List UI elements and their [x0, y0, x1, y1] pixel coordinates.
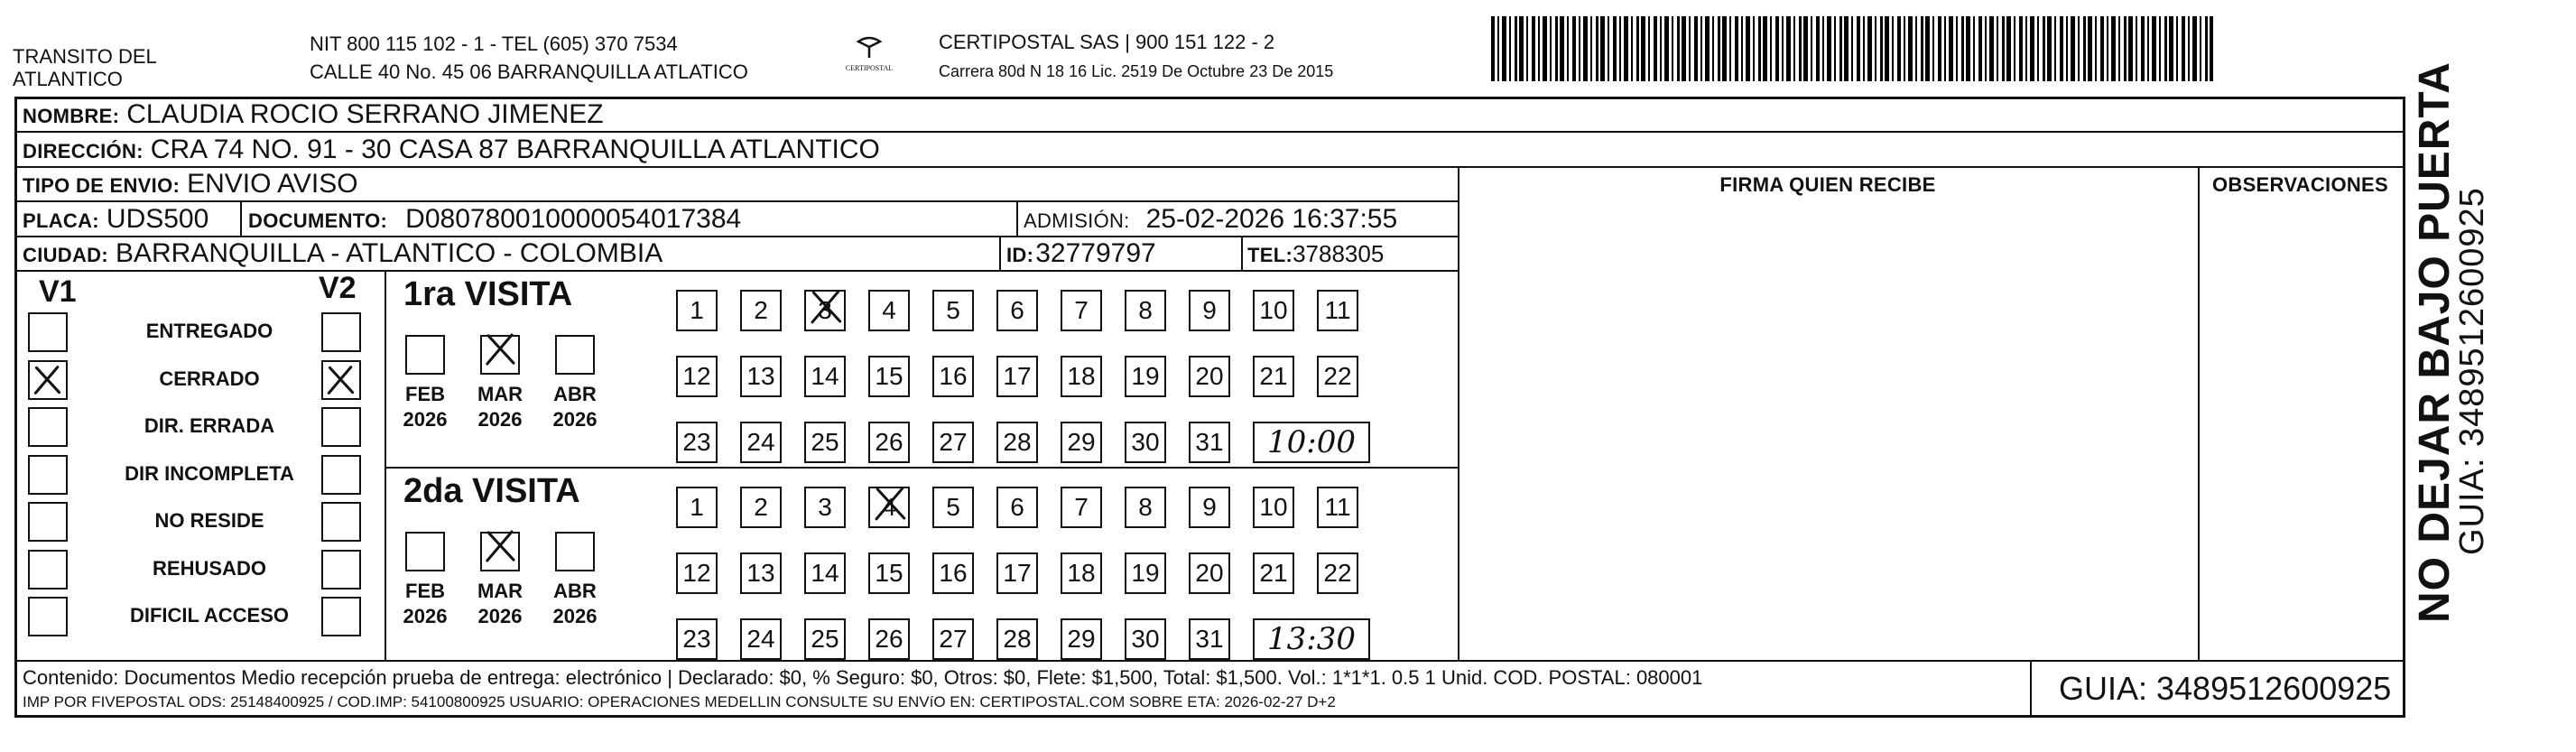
month-checkbox[interactable]: [555, 335, 595, 375]
month-name: ABR: [553, 580, 597, 602]
day-box[interactable]: [1061, 618, 1102, 660]
status-v1-checkbox[interactable]: [28, 550, 68, 590]
day-number: 17: [1003, 362, 1032, 390]
firma-header: FIRMA QUIEN RECIBE: [1719, 173, 1936, 196]
observaciones-header: OBSERVACIONES: [2211, 173, 2388, 196]
day-number: 26: [875, 428, 903, 456]
day-box[interactable]: [996, 422, 1038, 463]
day-box[interactable]: [996, 290, 1038, 331]
status-v1-checkbox[interactable]: [28, 597, 68, 636]
day-box[interactable]: [1125, 290, 1166, 331]
day-number: 15: [875, 559, 903, 587]
day-box[interactable]: [1125, 618, 1166, 660]
tipo-envio-field: [23, 169, 358, 200]
day-box[interactable]: [804, 422, 846, 463]
day-box[interactable]: [932, 290, 974, 331]
visit-title: 1ra VISITA: [403, 275, 573, 313]
month-name: FEB: [405, 580, 445, 602]
placa-field: [23, 204, 208, 235]
day-number: 12: [682, 559, 711, 587]
day-number: 24: [746, 625, 775, 653]
month-label: [548, 382, 602, 432]
day-box[interactable]: [1125, 552, 1166, 594]
day-number: 9: [1202, 296, 1217, 324]
day-box[interactable]: [996, 487, 1038, 528]
tel-label: TEL:: [1247, 244, 1293, 266]
month-name: FEB: [405, 383, 445, 405]
day-box[interactable]: [868, 290, 910, 331]
day-box[interactable]: [676, 552, 718, 594]
day-box[interactable]: [1317, 290, 1358, 331]
status-v2-checkbox[interactable]: [321, 312, 361, 352]
day-box[interactable]: [932, 422, 974, 463]
v2-header: V2: [319, 271, 357, 305]
month-label: [548, 579, 602, 629]
day-number: 5: [946, 493, 960, 521]
status-v2-checkbox[interactable]: [321, 597, 361, 636]
v1-header: V1: [39, 274, 77, 309]
license-line: Carrera 80d N 18 16 Lic. 2519 De Octubre 23 De 2015: [939, 62, 1334, 80]
day-box[interactable]: [1253, 552, 1294, 594]
day-box[interactable]: [1061, 290, 1102, 331]
month-checkbox[interactable]: [405, 532, 445, 571]
day-box[interactable]: [1189, 290, 1230, 331]
logo-caption: CERTIPOSTAL: [845, 64, 894, 72]
check-mark-icon: [483, 331, 519, 367]
day-box[interactable]: [676, 487, 718, 528]
day-box[interactable]: [868, 552, 910, 594]
day-number: 10: [1259, 493, 1288, 521]
month-year: 2026: [552, 408, 598, 431]
month-checkbox[interactable]: [480, 335, 520, 375]
day-number: 30: [1131, 428, 1160, 456]
day-number: 25: [811, 625, 839, 653]
tel-value: 3788305: [1293, 240, 1385, 267]
company-logo: [838, 34, 901, 72]
address-line: CALLE 40 No. 45 06 BARRANQUILLA ATLATICO: [310, 60, 748, 83]
day-box[interactable]: [1253, 487, 1294, 528]
day-box[interactable]: [740, 487, 782, 528]
day-number: 28: [1003, 625, 1032, 653]
day-number: 5: [946, 296, 960, 324]
day-number: 2: [754, 296, 768, 324]
month-year: 2026: [477, 605, 523, 627]
day-number: 17: [1003, 559, 1032, 587]
admision-field: [1024, 204, 1397, 235]
side-warning: NO DEJAR BAJO PUERTA: [2411, 61, 2459, 623]
day-box[interactable]: [1125, 356, 1166, 397]
day-box[interactable]: [804, 618, 846, 660]
status-v2-checkbox[interactable]: [321, 502, 361, 542]
day-box[interactable]: [804, 552, 846, 594]
day-number: 27: [939, 625, 968, 653]
tipo-envio-value: ENVIO AVISO: [187, 169, 358, 199]
ciudad-value: BARRANQUILLA - ATLANTICO - COLOMBIA: [115, 238, 663, 268]
day-box[interactable]: [1125, 487, 1166, 528]
day-box[interactable]: [740, 422, 782, 463]
day-number: 26: [875, 625, 903, 653]
status-v2-checkbox[interactable]: [321, 407, 361, 447]
day-number: 4: [882, 296, 896, 324]
day-number: 29: [1067, 625, 1096, 653]
month-checkbox[interactable]: [555, 532, 595, 571]
check-mark-icon: [808, 288, 846, 326]
direccion-field: [23, 135, 880, 165]
status-label: ENTREGADO: [145, 320, 273, 342]
month-label: [473, 382, 527, 432]
day-box[interactable]: [868, 487, 910, 528]
day-box[interactable]: [1061, 422, 1102, 463]
admision-label: ADMISIÓN:: [1024, 209, 1130, 232]
day-number: 25: [811, 428, 839, 456]
admision-value: 25-02-2026 16:37:55: [1145, 204, 1398, 234]
day-box[interactable]: [868, 422, 910, 463]
day-number: 14: [811, 362, 839, 390]
tel-field: [1247, 240, 1384, 268]
day-number: 30: [1131, 625, 1160, 653]
day-number: 4: [882, 493, 896, 521]
day-box[interactable]: [676, 422, 718, 463]
visit-title: 2da VISITA: [403, 472, 580, 510]
month-name: ABR: [553, 383, 597, 405]
day-box[interactable]: [1189, 487, 1230, 528]
logo-icon: [851, 34, 887, 61]
company-info: [939, 31, 1333, 81]
day-number: 20: [1195, 362, 1224, 390]
id-field: [1006, 238, 1156, 269]
day-box[interactable]: [676, 356, 718, 397]
day-box[interactable]: [740, 290, 782, 331]
day-number: 21: [1259, 362, 1288, 390]
month-label: [398, 579, 452, 629]
month-year: 2026: [477, 408, 523, 431]
day-box[interactable]: [1189, 422, 1230, 463]
day-number: 11: [1324, 493, 1351, 521]
month-year: 2026: [552, 605, 598, 627]
status-v1-checkbox[interactable]: [28, 312, 68, 352]
status-label: DIFICIL ACCESO: [129, 604, 289, 627]
day-box[interactable]: [996, 552, 1038, 594]
day-number: 9: [1202, 493, 1217, 521]
day-number: 3: [818, 493, 832, 521]
status-label: NO RESIDE: [154, 509, 264, 532]
org-line1: TRANSITO DEL: [13, 45, 157, 68]
day-box[interactable]: [676, 618, 718, 660]
day-box[interactable]: [932, 552, 974, 594]
month-name: MAR: [477, 383, 524, 405]
day-box[interactable]: [1189, 356, 1230, 397]
day-box[interactable]: [1253, 356, 1294, 397]
day-box[interactable]: [932, 487, 974, 528]
month-label: [473, 579, 527, 629]
check-mark-icon: [32, 364, 64, 396]
footer-imp-line: IMP POR FIVEPOSTAL ODS: 25148400925 / COD.IMP: 54100800925 USUARIO: OPERACIONES MEDELLIN CONSULTE SU ENVíO EN: CERTIPOSTAL.COM SOBRE ETA: 2026-02-27 D+2: [23, 693, 1336, 710]
org-line2: ATLANTICO: [13, 68, 123, 90]
day-number: 15: [875, 362, 903, 390]
guide-form: [14, 97, 2405, 718]
tipo-envio-label: TIPO DE ENVIO:: [23, 174, 181, 197]
month-year: 2026: [403, 408, 448, 431]
barcode: [1491, 16, 2213, 81]
month-name: MAR: [477, 580, 524, 602]
check-mark-icon: [325, 364, 357, 396]
day-number: 31: [1195, 625, 1224, 653]
id-value: 32779797: [1035, 238, 1156, 268]
status-v1-checkbox[interactable]: [28, 360, 68, 400]
status-v1-checkbox[interactable]: [28, 455, 68, 495]
day-number: 24: [746, 428, 775, 456]
status-v2-checkbox[interactable]: [321, 550, 361, 590]
placa-label: PLACA:: [23, 209, 99, 232]
footer-content-line: Contenido: Documentos Medio recepción prueba de entrega: electrónico | Declarado: $0, % Seguro: $0, Otros: $0, Flete: $1,500, Total: $1,500. Vol.: 1*1*1. 0.5 1 Unid. COD. POSTAL: 080001: [23, 666, 1703, 689]
day-number: 2: [754, 493, 768, 521]
day-box[interactable]: [1317, 487, 1358, 528]
day-number: 10: [1259, 296, 1288, 324]
day-number: 18: [1067, 559, 1096, 587]
day-number: 3: [818, 296, 832, 324]
day-number: 7: [1074, 493, 1089, 521]
day-number: 28: [1003, 428, 1032, 456]
month-checkbox[interactable]: [405, 335, 445, 375]
day-number: 16: [939, 362, 968, 390]
day-number: 29: [1067, 428, 1096, 456]
day-number: 27: [939, 428, 968, 456]
check-mark-icon: [872, 485, 910, 523]
check-mark-icon: [483, 528, 519, 564]
handwritten-time: 13:30: [1253, 618, 1370, 660]
day-number: 13: [746, 559, 775, 587]
day-box[interactable]: [804, 290, 846, 331]
day-number: 13: [746, 362, 775, 390]
day-number: 23: [682, 625, 711, 653]
status-v2-checkbox[interactable]: [321, 360, 361, 400]
day-number: 19: [1131, 559, 1160, 587]
side-guia: GUIA: 3489512600925: [2453, 187, 2491, 555]
handwritten-time: 10:00: [1253, 422, 1370, 463]
documento-value: D080780010000054017384: [405, 204, 742, 234]
status-v1-checkbox[interactable]: [28, 502, 68, 542]
status-v2-checkbox[interactable]: [321, 455, 361, 495]
nombre-field: [23, 99, 604, 130]
day-number: 1: [690, 296, 704, 324]
day-box[interactable]: [932, 618, 974, 660]
day-box[interactable]: [996, 618, 1038, 660]
day-box[interactable]: [1253, 290, 1294, 331]
day-box[interactable]: [932, 356, 974, 397]
day-box[interactable]: [1061, 552, 1102, 594]
day-number: 6: [1010, 296, 1024, 324]
day-box[interactable]: [804, 356, 846, 397]
guia-number: GUIA: 3489512600925: [2059, 670, 2392, 707]
day-number: 22: [1323, 559, 1352, 587]
direccion-label: DIRECCIÓN:: [23, 140, 144, 162]
day-number: 8: [1138, 493, 1153, 521]
day-number: 6: [1010, 493, 1024, 521]
day-number: 19: [1131, 362, 1160, 390]
status-v1-checkbox[interactable]: [28, 407, 68, 447]
day-number: 7: [1074, 296, 1089, 324]
day-number: 1: [690, 493, 704, 521]
day-number: 18: [1067, 362, 1096, 390]
day-box[interactable]: [996, 356, 1038, 397]
nit-line: NIT 800 115 102 - 1 - TEL (605) 370 7534: [310, 32, 678, 55]
direccion-value: CRA 74 NO. 91 - 30 CASA 87 BARRANQUILLA ATLANTICO: [150, 135, 880, 164]
header-contact: [310, 32, 748, 83]
day-box[interactable]: [1125, 422, 1166, 463]
documento-label: DOCUMENTO:: [248, 209, 388, 232]
day-number: 20: [1195, 559, 1224, 587]
status-label: CERRADO: [159, 367, 260, 390]
ciudad-label: CIUDAD:: [23, 244, 108, 266]
month-label: [398, 382, 452, 432]
day-box[interactable]: [1061, 356, 1102, 397]
day-box[interactable]: [740, 618, 782, 660]
day-box[interactable]: [1317, 552, 1358, 594]
day-box[interactable]: [740, 356, 782, 397]
day-box[interactable]: [676, 290, 718, 331]
status-label: REHUSADO: [153, 556, 266, 580]
company-line: CERTIPOSTAL SAS | 900 151 122 - 2: [939, 31, 1275, 53]
day-number: 14: [811, 559, 839, 587]
day-number: 23: [682, 428, 711, 456]
day-box[interactable]: [740, 552, 782, 594]
status-label: DIR. ERRADA: [144, 414, 275, 437]
org-name: [13, 45, 157, 90]
day-box[interactable]: [868, 618, 910, 660]
month-checkbox[interactable]: [480, 532, 520, 571]
status-label: DIR INCOMPLETA: [125, 461, 294, 485]
day-number: 11: [1324, 296, 1351, 324]
day-number: 21: [1259, 559, 1288, 587]
day-number: 12: [682, 362, 711, 390]
day-box[interactable]: [1317, 356, 1358, 397]
day-number: 8: [1138, 296, 1153, 324]
day-box[interactable]: [1189, 552, 1230, 594]
documento-field: [248, 204, 741, 235]
day-number: 22: [1323, 362, 1352, 390]
day-number: 16: [939, 559, 968, 587]
day-number: 31: [1195, 428, 1224, 456]
day-box[interactable]: [1189, 618, 1230, 660]
day-box[interactable]: [1061, 487, 1102, 528]
month-year: 2026: [403, 605, 448, 627]
day-box[interactable]: [868, 356, 910, 397]
placa-value: UDS500: [106, 204, 209, 234]
id-label: ID:: [1006, 244, 1034, 266]
nombre-value: CLAUDIA ROCIO SERRANO JIMENEZ: [126, 99, 604, 129]
ciudad-field: [23, 238, 663, 269]
nombre-label: NOMBRE:: [23, 105, 120, 127]
day-box[interactable]: [804, 487, 846, 528]
